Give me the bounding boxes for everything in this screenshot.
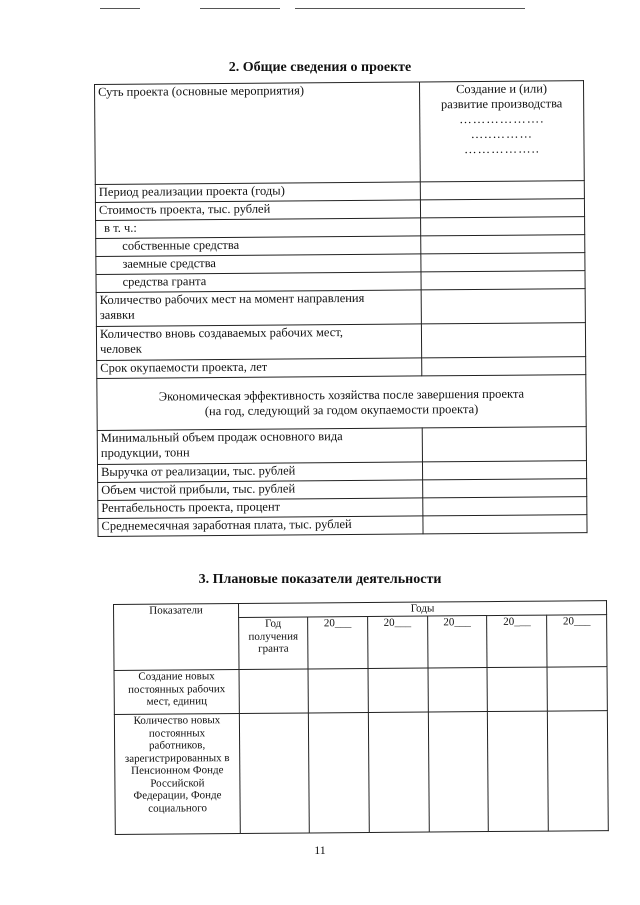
min-sales-line1: Минимальный объем продаж основного вида (100, 429, 343, 445)
value-cell (308, 669, 368, 713)
scan-artifact-line (295, 8, 525, 9)
essence-label: Суть проекта (основные мероприятия) (95, 82, 421, 185)
creation-line2: развитие производства (440, 96, 563, 112)
value-cell (420, 181, 584, 200)
grant-year-header (239, 617, 308, 670)
indicators-header: Показатели (114, 604, 240, 671)
row1-line1: Создание новых (138, 670, 215, 683)
jobs-now-line2: заявки (99, 307, 135, 322)
years-header: Годы (239, 601, 607, 618)
dots-line: ………………. (459, 111, 545, 127)
value-cell (423, 497, 587, 516)
avg-salary-label: Среднемесячная заработная плата, тыс. рублей (98, 516, 423, 537)
grant-year-line2: получения (248, 630, 299, 643)
value-cell (308, 712, 369, 832)
grant-year-line1: Год (265, 617, 282, 630)
row1-line3: мест, единиц (146, 695, 208, 708)
jobs-new-line1: Количество вновь создаваемых рабочих мест, (99, 325, 343, 341)
value-cell (423, 515, 587, 534)
page-number: 11 (314, 843, 326, 857)
value-cell (487, 667, 547, 711)
including-label: в т. ч.: (96, 218, 421, 239)
row-new-workers-label (114, 714, 240, 835)
value-cell (422, 461, 586, 480)
creation-cell (419, 81, 584, 182)
value-cell (421, 235, 585, 254)
efficiency-line1: Экономическая эффективность хозяйства после завершения проекта (158, 386, 525, 404)
borrowed-funds-label: заемные средства (96, 254, 421, 275)
value-cell (368, 668, 428, 712)
value-cell (421, 217, 585, 236)
period-label: Период реализации проекта (годы) (95, 182, 420, 203)
value-cell (421, 323, 585, 358)
value-cell (421, 271, 585, 290)
row2-line7: Федерации, Фонде (133, 789, 222, 802)
row2-line1: Количество новых (133, 714, 221, 727)
profitability-label: Рентабельность проекта, процент (98, 498, 423, 519)
year-col-header: 20___ (427, 616, 487, 668)
jobs-now-line1: Количество рабочих мест на момент направления (99, 290, 365, 307)
scan-artifact-line (200, 8, 280, 9)
value-cell (421, 253, 585, 272)
year-col-header: 20___ (308, 617, 368, 669)
min-sales-line2: продукции, тонн (100, 445, 190, 460)
value-cell (420, 199, 584, 218)
value-cell (428, 712, 489, 832)
row2-line5: Пенсионном Фонде (131, 764, 224, 777)
jobs-new-label (96, 324, 421, 361)
min-sales-label (97, 428, 422, 465)
year-col-header: 20___ (487, 615, 547, 667)
row1-line2: постоянных рабочих (128, 682, 226, 696)
net-profit-label: Объем чистой прибыли, тыс. рублей (98, 480, 423, 501)
section-2-heading: 2. Общие сведения о проекте (228, 60, 412, 75)
row-new-jobs-label (114, 670, 239, 715)
scan-artifact-line (100, 8, 140, 9)
value-cell (423, 479, 587, 498)
grant-year-line3: гранта (257, 642, 289, 655)
value-cell (239, 669, 308, 714)
efficiency-header (97, 375, 586, 431)
grant-funds-label: средства гранта (96, 272, 421, 293)
dots-line: …..……… (470, 126, 534, 142)
value-cell (488, 711, 549, 831)
dots-line: …………….. (464, 141, 540, 157)
value-cell (422, 357, 586, 376)
value-cell (548, 711, 609, 831)
row2-line4: зарегистрированных в (124, 751, 230, 765)
project-info-table (94, 80, 588, 537)
value-cell (428, 668, 488, 712)
revenue-label: Выручка от реализации, тыс. рублей (97, 462, 422, 483)
creation-line1: Создание и (или) (455, 81, 548, 97)
value-cell (368, 712, 429, 832)
planned-indicators-table (113, 600, 609, 835)
row2-line3: работников, (148, 739, 206, 752)
row2-line8: социального (148, 801, 208, 815)
row2-line6: Российской (150, 776, 205, 790)
year-col-header: 20___ (547, 615, 607, 667)
jobs-new-line2: человек (100, 341, 142, 356)
payback-label: Срок окупаемости проекта, лет (97, 358, 422, 379)
value-cell (422, 427, 586, 462)
jobs-now-label (96, 290, 421, 327)
value-cell (421, 289, 585, 324)
year-col-header: 20___ (367, 616, 427, 668)
own-funds-label: собственные средства (96, 236, 421, 257)
cost-label: Стоимость проекта, тыс. рублей (95, 200, 420, 221)
row2-line2: постоянных (148, 726, 206, 740)
value-cell (547, 667, 607, 711)
section-3-heading: 3. Плановые показатели деятельности (198, 572, 442, 587)
value-cell (239, 713, 309, 834)
efficiency-line2: (на год, следующий за годом окупаемости проекта) (204, 401, 479, 418)
